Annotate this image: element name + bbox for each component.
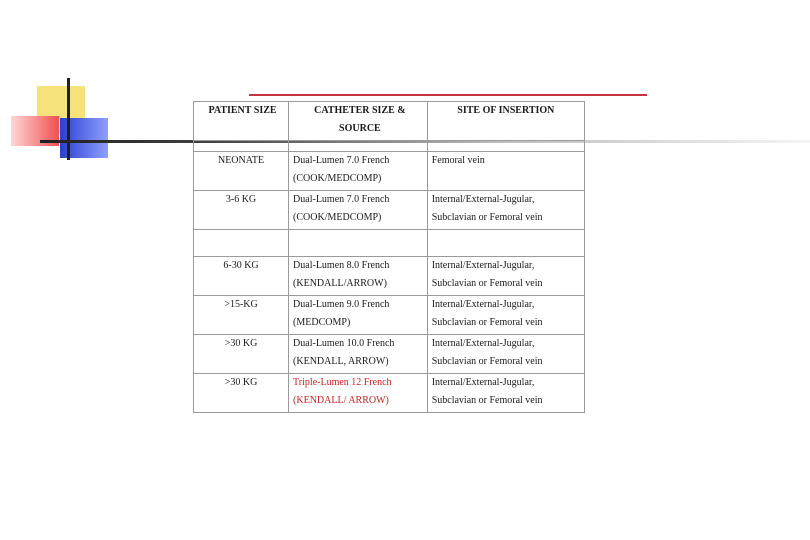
table-row (194, 257, 585, 296)
cell-catheter: Dual-Lumen 8.0 French (KENDALL/ARROW) (289, 257, 428, 296)
cell-site: Internal/External-Jugular, Subclavian or Femoral vein (427, 374, 584, 413)
cell-size: NEONATE (194, 152, 289, 191)
cell-site: Internal/External-Jugular, Subclavian or Femoral vein (427, 335, 584, 374)
cell-catheter: Dual-Lumen 10.0 French (KENDALL, ARROW) (289, 335, 428, 374)
decor-vertical-line (67, 78, 70, 160)
header-catheter: CATHETER SIZE & SOURCE (289, 102, 428, 141)
table-spacer-row (194, 141, 585, 152)
table-row (194, 152, 585, 191)
title-underline (249, 94, 647, 96)
cell-site: Internal/External-Jugular, Subclavian or Femoral vein (427, 257, 584, 296)
cell-size: >15-KG (194, 296, 289, 335)
cell-site: Internal/External-Jugular, Subclavian or Femoral vein (427, 296, 584, 335)
cell-catheter-highlighted: Triple-Lumen 12 French (KENDALL/ ARROW) (289, 374, 428, 413)
cell-site: Internal/External-Jugular, Subclavian or Femoral vein (427, 191, 584, 230)
cell-size: 3-6 KG (194, 191, 289, 230)
header-site: SITE OF INSERTION (427, 102, 584, 141)
table-row (194, 296, 585, 335)
cell-size: >30 KG (194, 374, 289, 413)
cell-site: Femoral vein (427, 152, 584, 191)
header-patient-size: PATIENT SIZE (194, 102, 289, 141)
catheter-table (193, 101, 585, 413)
catheter-table-container (193, 101, 585, 413)
cell-catheter: Dual-Lumen 9.0 French (MEDCOMP) (289, 296, 428, 335)
table-spacer-row (194, 230, 585, 257)
cell-size: >30 KG (194, 335, 289, 374)
table-row (194, 335, 585, 374)
cell-catheter: Dual-Lumen 7.0 French (COOK/MEDCOMP) (289, 191, 428, 230)
table-header-row (194, 102, 585, 141)
table-row-highlighted (194, 374, 585, 413)
table-row (194, 191, 585, 230)
cell-catheter: Dual-Lumen 7.0 French (COOK/MEDCOMP) (289, 152, 428, 191)
cell-size: 6-30 KG (194, 257, 289, 296)
